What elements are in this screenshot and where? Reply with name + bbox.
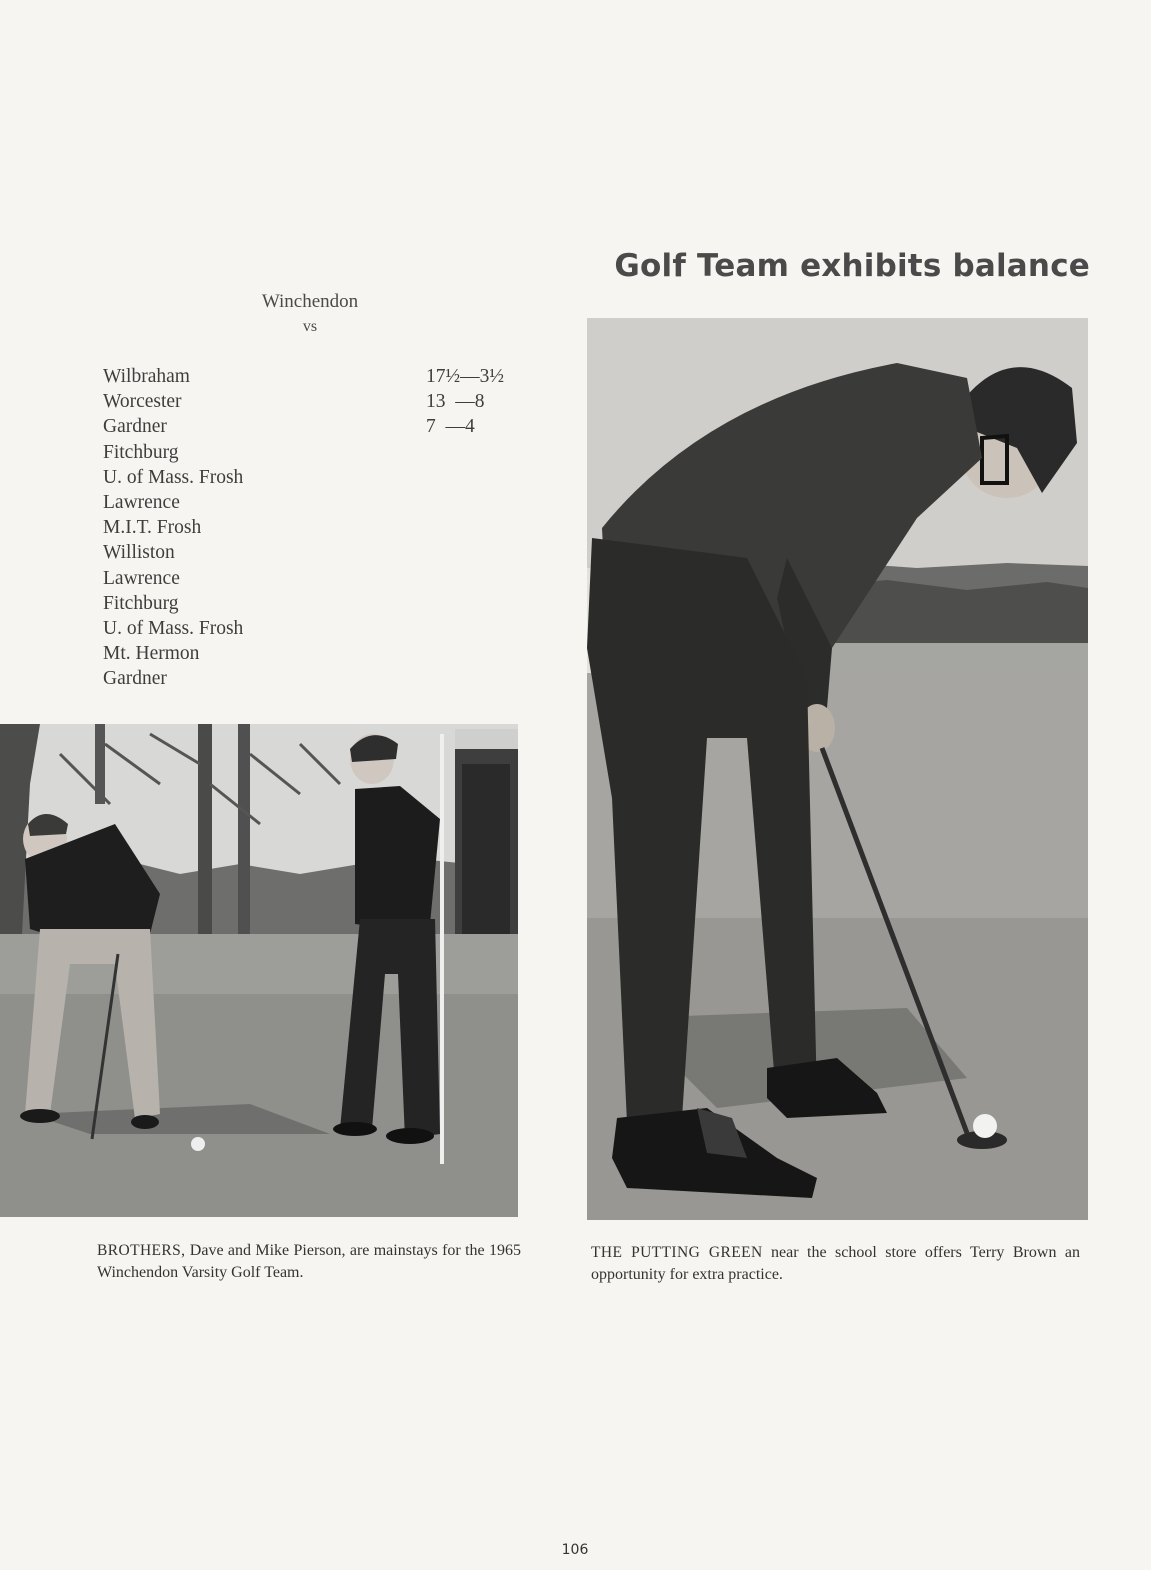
putting-green-photo [587,318,1088,1220]
putting-green-caption-text: near the school store offers Terry Brown an opportunity for extra practice. [591,1244,1081,1283]
opponent: Gardner [103,416,167,438]
brothers-caption-lead: BROTHERS, [97,1242,186,1259]
score: 17½—3½ [426,366,504,387]
opponent: M.I.T. Frosh [103,517,202,539]
opponent: Wilbraham [103,366,190,387]
brothers-caption [97,1240,521,1284]
opponent: Fitchburg [103,592,179,614]
opponent: Fitchburg [103,441,179,463]
schedule-team: Winchendon [261,291,359,312]
score-list [426,364,504,440]
opponent: U. of Mass. Frosh [103,466,244,488]
opponent: Gardner [103,668,167,690]
opponent: U. of Mass. Frosh [103,617,244,639]
score: 13 —8 [426,391,485,413]
opponent: Worcester [103,391,182,413]
page-number: 106 [561,1542,589,1558]
brothers-photo [0,724,518,1217]
brothers-photo-image [0,724,518,1217]
score: 7 —4 [426,416,475,438]
opponent-list [103,364,243,691]
opponent: Mt. Hermon [103,643,200,665]
opponent: Lawrence [103,567,180,589]
schedule-vs: vs [302,318,318,335]
page-headline: Golf Team exhibits balance [614,248,1090,284]
putting-green-caption-lead: THE PUTTING GREEN [591,1244,763,1261]
opponent: Williston [103,542,175,564]
putting-green-photo-image [587,318,1088,1220]
brothers-caption-text: Dave and Mike Pierson, are mainstays for the 1965 Winchendon Varsity Golf Team. [97,1242,522,1281]
putting-green-caption [591,1242,1080,1286]
opponent: Lawrence [103,491,180,513]
